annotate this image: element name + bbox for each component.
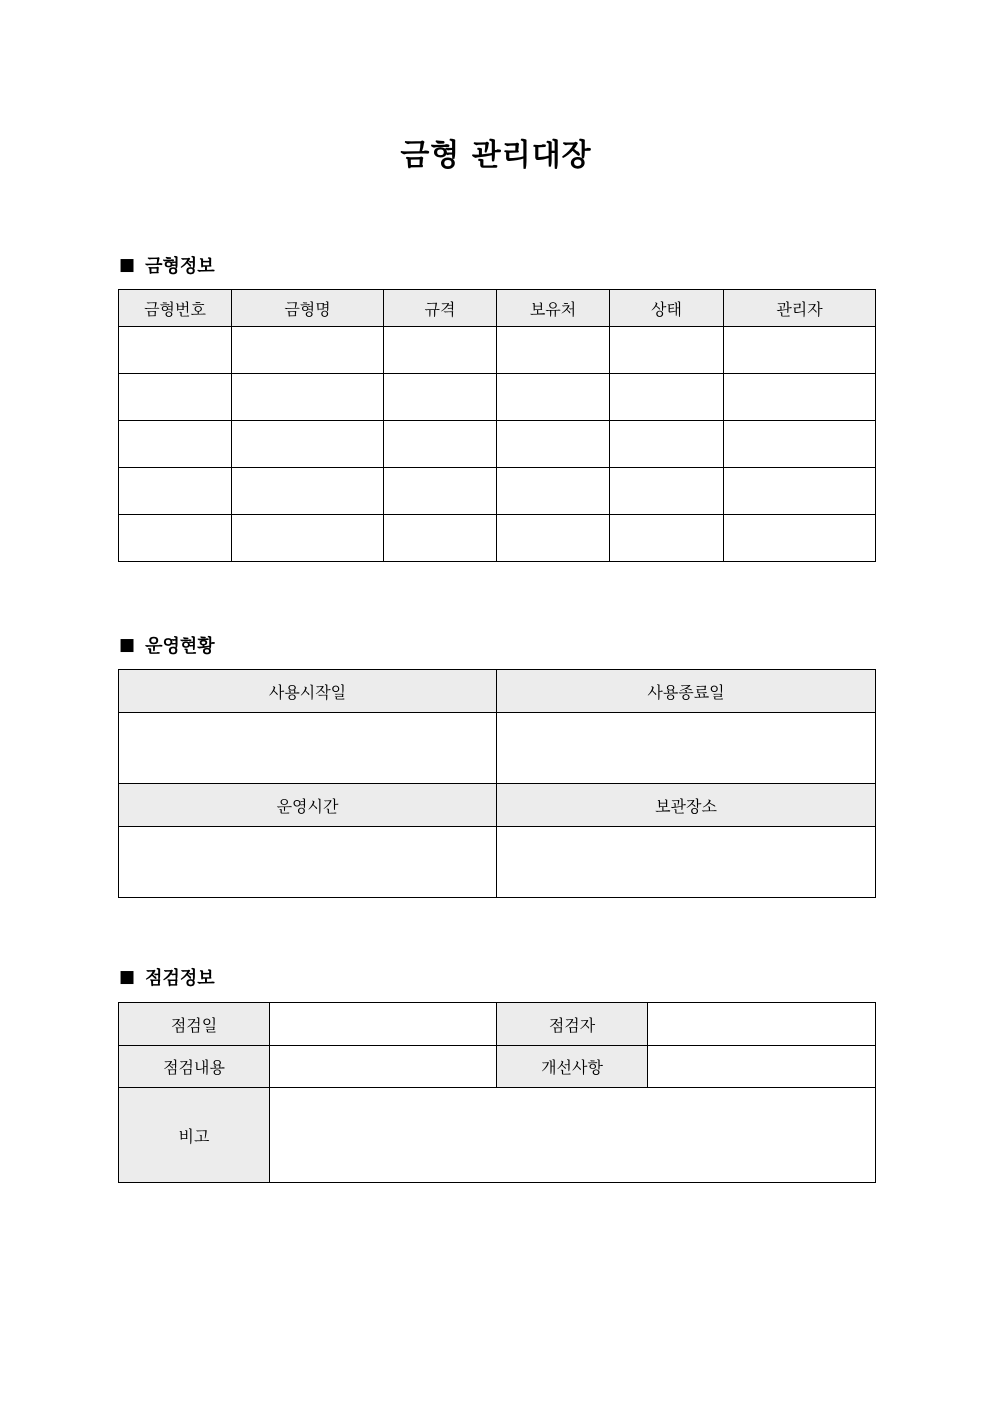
column-header-status: 상태 bbox=[610, 290, 724, 327]
cell-mold-number[interactable] bbox=[119, 374, 232, 421]
label-inspection-details: 점검내용 bbox=[119, 1046, 270, 1088]
start-date-field[interactable] bbox=[119, 713, 497, 784]
section-heading-mold-info bbox=[119, 253, 215, 277]
section-heading-operation bbox=[119, 633, 215, 657]
cell-spec[interactable] bbox=[384, 421, 497, 468]
improvements-field[interactable] bbox=[648, 1046, 876, 1088]
cell-status[interactable] bbox=[610, 374, 724, 421]
cell-holder[interactable] bbox=[497, 515, 610, 562]
section-heading-label: 금형정보 bbox=[145, 256, 215, 277]
label-inspection-date: 점검일 bbox=[119, 1003, 270, 1046]
inspection-table bbox=[118, 1002, 876, 1183]
cell-mold-number[interactable] bbox=[119, 515, 232, 562]
table-row bbox=[119, 1046, 876, 1088]
table-header-row bbox=[119, 290, 876, 327]
black-square-icon: ■ bbox=[119, 967, 136, 987]
cell-spec[interactable] bbox=[384, 468, 497, 515]
cell-manager[interactable] bbox=[724, 421, 876, 468]
column-header-manager: 관리자 bbox=[724, 290, 876, 327]
table-row bbox=[119, 421, 876, 468]
table-row bbox=[119, 374, 876, 421]
cell-spec[interactable] bbox=[384, 374, 497, 421]
cell-status[interactable] bbox=[610, 468, 724, 515]
label-storage-location: 보관장소 bbox=[497, 784, 876, 827]
cell-status[interactable] bbox=[610, 515, 724, 562]
cell-holder[interactable] bbox=[497, 421, 610, 468]
table-row bbox=[119, 327, 876, 374]
section-heading-label: 운영현황 bbox=[145, 636, 215, 657]
column-header-mold-name: 금형명 bbox=[232, 290, 384, 327]
end-date-field[interactable] bbox=[497, 713, 876, 784]
operation-table bbox=[118, 669, 876, 898]
column-header-mold-number: 금형번호 bbox=[119, 290, 232, 327]
cell-status[interactable] bbox=[610, 421, 724, 468]
inspector-field[interactable] bbox=[648, 1003, 876, 1046]
cell-spec[interactable] bbox=[384, 515, 497, 562]
cell-manager[interactable] bbox=[724, 374, 876, 421]
label-improvements: 개선사항 bbox=[497, 1046, 648, 1088]
label-operating-hours: 운영시간 bbox=[119, 784, 497, 827]
label-end-date: 사용종료일 bbox=[497, 670, 876, 713]
cell-status[interactable] bbox=[610, 327, 724, 374]
cell-mold-name[interactable] bbox=[232, 374, 384, 421]
cell-mold-number[interactable] bbox=[119, 421, 232, 468]
table-row bbox=[119, 1088, 876, 1183]
table-header-row bbox=[119, 784, 876, 827]
table-row bbox=[119, 713, 876, 784]
section-heading-inspection bbox=[119, 965, 215, 989]
section-heading-label: 점검정보 bbox=[145, 968, 215, 989]
cell-holder[interactable] bbox=[497, 374, 610, 421]
cell-mold-name[interactable] bbox=[232, 468, 384, 515]
cell-mold-name[interactable] bbox=[232, 515, 384, 562]
black-square-icon: ■ bbox=[119, 255, 136, 275]
column-header-holder: 보유처 bbox=[497, 290, 610, 327]
label-inspector: 점검자 bbox=[497, 1003, 648, 1046]
cell-mold-number[interactable] bbox=[119, 468, 232, 515]
cell-mold-name[interactable] bbox=[232, 327, 384, 374]
inspection-date-field[interactable] bbox=[270, 1003, 497, 1046]
cell-manager[interactable] bbox=[724, 327, 876, 374]
cell-holder[interactable] bbox=[497, 468, 610, 515]
inspection-details-field[interactable] bbox=[270, 1046, 497, 1088]
cell-holder[interactable] bbox=[497, 327, 610, 374]
remarks-field[interactable] bbox=[270, 1088, 876, 1183]
cell-mold-number[interactable] bbox=[119, 327, 232, 374]
operating-hours-field[interactable] bbox=[119, 827, 497, 898]
label-start-date: 사용시작일 bbox=[119, 670, 497, 713]
cell-manager[interactable] bbox=[724, 468, 876, 515]
cell-mold-name[interactable] bbox=[232, 421, 384, 468]
table-header-row bbox=[119, 670, 876, 713]
table-row bbox=[119, 1003, 876, 1046]
cell-spec[interactable] bbox=[384, 327, 497, 374]
black-square-icon: ■ bbox=[119, 635, 136, 655]
table-row bbox=[119, 827, 876, 898]
storage-location-field[interactable] bbox=[497, 827, 876, 898]
column-header-spec: 규격 bbox=[384, 290, 497, 327]
table-row bbox=[119, 515, 876, 562]
cell-manager[interactable] bbox=[724, 515, 876, 562]
mold-info-table bbox=[118, 289, 876, 562]
label-remarks: 비고 bbox=[119, 1088, 270, 1183]
table-row bbox=[119, 468, 876, 515]
page-title: 금형 관리대장 bbox=[400, 138, 592, 173]
